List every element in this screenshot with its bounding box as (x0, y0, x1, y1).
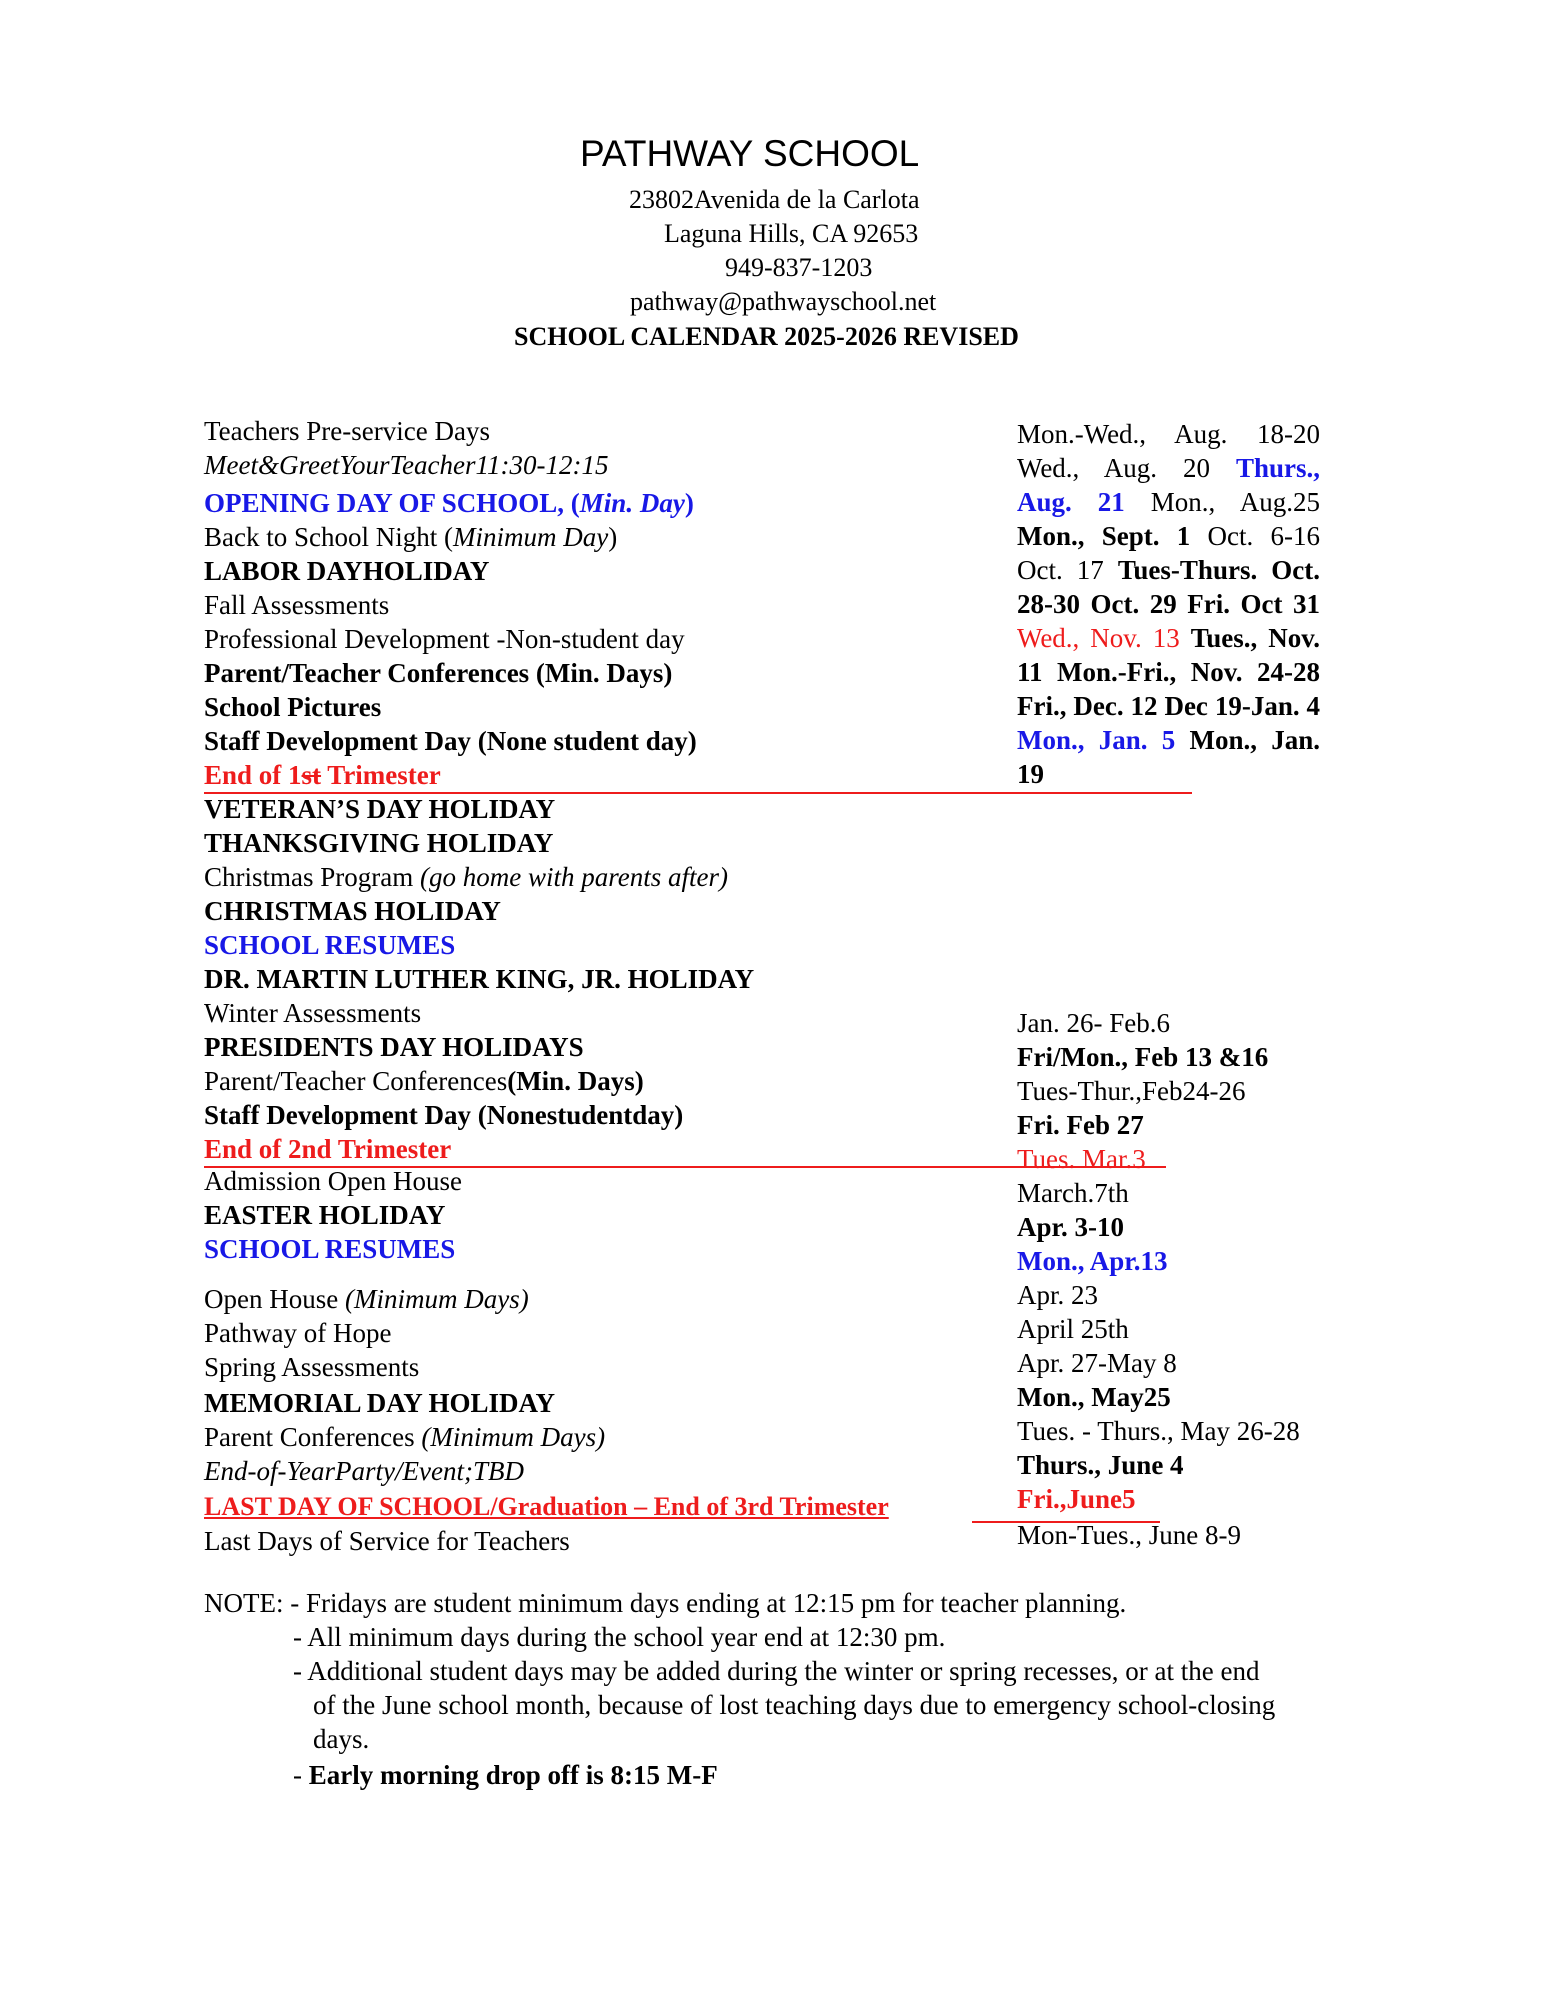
event-last-days-teachers: Last Days of Service for Teachers (204, 1526, 570, 1556)
event-staff-dev-fall: Staff Development Day (None student day) (204, 726, 697, 756)
event-opening-day (204, 488, 694, 519)
event-prof-dev: Professional Development -Non-student day (204, 624, 685, 654)
note-drop-off (293, 1760, 718, 1791)
date-opening-day: Thurs., Aug. 21 (1017, 453, 1320, 517)
note-drop-off-text: Early morning drop off is 8:15 M-F (308, 1760, 718, 1790)
date-christmas-program: Fri., Dec. 12 (1017, 691, 1158, 721)
event-open-house (204, 1284, 529, 1315)
end-1st-sup: st (301, 760, 322, 790)
date-pt-conferences: Tues-Thurs. Oct. 28-30 (1017, 555, 1321, 619)
date-prof-dev: Oct. 17 (1017, 555, 1104, 585)
note-june-month: of the June school month, because of lost teaching days due to emergency school-closing (313, 1690, 1276, 1720)
date-memorial: Mon., May25 (1017, 1382, 1171, 1412)
opening-day-close: ) (684, 488, 694, 518)
event-fall-assessments: Fall Assessments (204, 590, 390, 620)
event-school-pictures: School Pictures (204, 692, 382, 722)
event-pt-conferences-winter (204, 1066, 644, 1097)
date-staff-dev: Fri. Oct 31 (1187, 589, 1321, 619)
address-line-2: Laguna Hills, CA 92653 (664, 219, 919, 248)
event-christmas-program (204, 862, 728, 893)
email-address: pathway@pathwayschool.net (630, 287, 937, 316)
address-line-1: 23802Avenida de la Carlota (629, 185, 920, 214)
event-easter: EASTER HOLIDAY (204, 1200, 446, 1230)
event-presidents-day: PRESIDENTS DAY HOLIDAYS (204, 1032, 584, 1062)
date-open-house: Apr. 23 (1017, 1280, 1098, 1310)
date-staff-dev-winter: Fri. Feb 27 (1017, 1110, 1144, 1140)
date-meet-greet: Wed., Aug. 20 (1017, 453, 1210, 483)
pt-conf-winter-text: Parent/Teacher Conferences (204, 1066, 508, 1096)
christmas-program-note: (go home with parents after) (420, 862, 728, 892)
date-school-resumes-jan: Mon., Jan. 5 (1017, 725, 1176, 755)
date-last-day: Fri.,June5 (1017, 1484, 1136, 1514)
parent-conf-min: (Minimum Days) (421, 1422, 606, 1452)
open-house-text: Open House (204, 1284, 345, 1314)
event-pt-conferences-fall: Parent/Teacher Conferences (Min. Days) (204, 658, 673, 688)
note-days: days. (313, 1724, 370, 1754)
phone-number: 949-837-1203 (725, 253, 873, 282)
opening-day-text: OPENING DAY OF SCHOOL, ( (204, 488, 580, 518)
note-min-days: - All minimum days during the school year end at 12:30 pm. (293, 1622, 946, 1652)
event-school-resumes-jan: SCHOOL RESUMES (204, 930, 456, 960)
event-memorial-day: MEMORIAL DAY HOLIDAY (204, 1388, 556, 1418)
date-presidents-day: Fri/Mon., Feb 13 &16 (1017, 1042, 1269, 1072)
note-additional-days: - Additional student days may be added during the winter or spring recesses, or at the end (293, 1656, 1260, 1686)
end-1st-trimester: Trimester (321, 760, 441, 790)
event-meet-greet: Meet&GreetYourTeacher11:30-12:15 (204, 450, 609, 480)
back-to-school-text: Back to School Night ( (204, 522, 453, 552)
date-pt-conferences-winter: Tues-Thur.,Feb24-26 (1017, 1076, 1246, 1106)
event-winter-assessments: Winter Assessments (204, 998, 422, 1028)
note-fridays: NOTE: - Fridays are student minimum days ending at 12:15 pm for teacher planning. (204, 1588, 1127, 1618)
back-to-school-close: ) (608, 522, 618, 552)
event-veterans-day: VETERAN’S DAY HOLIDAY (204, 794, 556, 824)
note-drop-off-dash: - (293, 1760, 309, 1790)
end-1st-text: End of 1 (204, 760, 302, 790)
date-fall-assessments: Oct. 6-16 (1207, 521, 1320, 551)
christmas-program-text: Christmas Program (204, 862, 420, 892)
event-christmas-holiday: CHRISTMAS HOLIDAY (204, 896, 501, 926)
date-easter: Apr. 3-10 (1017, 1212, 1125, 1242)
event-end-year-party: End-of-YearParty/Event;TBD (204, 1456, 524, 1486)
date-mlk: Mon., Jan. 19 (1017, 725, 1320, 789)
event-mlk-holiday: DR. MARTIN LUTHER KING, JR. HOLIDAY (204, 964, 755, 994)
event-labor-day: LABOR DAYHOLIDAY (204, 556, 490, 586)
date-end-year-party: Thurs., June 4 (1017, 1450, 1184, 1480)
event-teachers-preservice: Teachers Pre-service Days (204, 416, 490, 446)
event-spring-assessments: Spring Assessments (204, 1352, 420, 1382)
date-spring-assessments: Apr. 27-May 8 (1017, 1348, 1177, 1378)
date-veterans: Tues., Nov. 11 (1017, 623, 1321, 687)
date-resumes-apr: Mon., Apr.13 (1017, 1246, 1168, 1276)
date-end-1st: Wed., Nov. 13 (1017, 623, 1180, 653)
event-parent-conferences (204, 1422, 605, 1453)
date-winter-assessments: Jan. 26- Feb.6 (1017, 1008, 1170, 1038)
date-pathway-hope: April 25th (1017, 1314, 1129, 1344)
calendar-title: SCHOOL CALENDAR 2025-2026 REVISED (514, 322, 1019, 351)
date-thanksgiving: Mon.-Fri., Nov. 24-28 (1057, 657, 1320, 687)
date-admission: March.7th (1017, 1178, 1129, 1208)
date-christmas-holiday: Dec 19-Jan. 4 (1164, 691, 1321, 721)
pt-conf-winter-min: (Min. Days) (507, 1066, 644, 1096)
back-to-school-min: Minimum Day (452, 522, 609, 552)
event-pathway-of-hope: Pathway of Hope (204, 1318, 392, 1348)
date-school-pictures: Oct. 29 (1090, 589, 1177, 619)
date-labor-day: Mon., Sept. 1 (1017, 521, 1191, 551)
open-house-min: (Minimum Days) (344, 1284, 529, 1314)
date-parent-conferences: Tues. - Thurs., May 26-28 (1017, 1416, 1300, 1446)
event-last-day-of-school: LAST DAY OF SCHOOL/Graduation – End of 3rd Trimester (204, 1492, 889, 1521)
event-back-to-school (204, 522, 617, 553)
event-school-resumes-apr: SCHOOL RESUMES (204, 1234, 456, 1264)
dates-block-fall (1017, 417, 1320, 791)
date-end-2nd: Tues. Mar.3 (1017, 1144, 1146, 1174)
event-end-1st-trimester (204, 760, 441, 791)
date-preservice: Mon.-Wed., Aug. 18-20 (1017, 419, 1320, 449)
event-thanksgiving: THANKSGIVING HOLIDAY (204, 828, 554, 858)
date-last-days-teachers: Mon-Tues., June 8-9 (1017, 1520, 1242, 1550)
event-end-2nd-trimester: End of 2nd Trimester (204, 1134, 452, 1164)
event-staff-dev-winter: Staff Development Day (Nonestudentday) (204, 1100, 684, 1130)
date-back-to-school: Mon., Aug.25 (1150, 487, 1320, 517)
event-admission-open-house: Admission Open House (204, 1166, 462, 1196)
opening-day-min: Min. Day (579, 488, 685, 518)
school-name: PATHWAY SCHOOL (580, 133, 920, 174)
parent-conf-text: Parent Conferences (204, 1422, 422, 1452)
